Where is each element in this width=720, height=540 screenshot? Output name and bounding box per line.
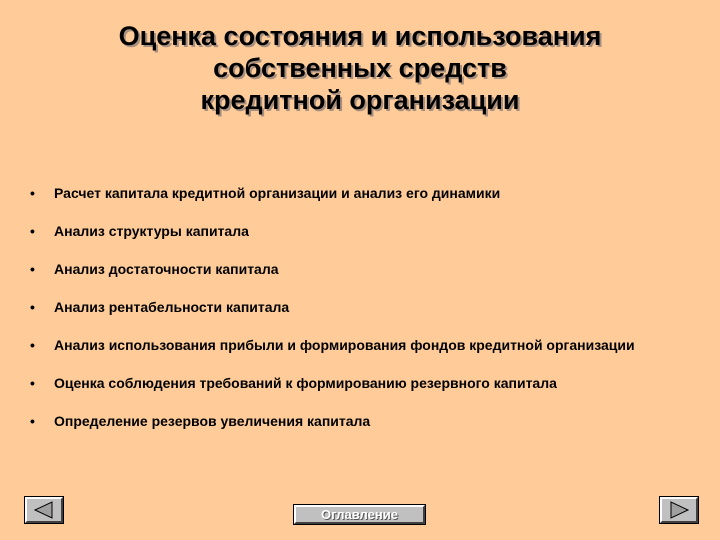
bullet-icon: • xyxy=(30,337,35,353)
list-item xyxy=(30,336,690,354)
bullet-icon: • xyxy=(30,413,35,429)
list-item xyxy=(30,222,690,240)
bullet-icon: • xyxy=(30,185,35,201)
bullet-icon: • xyxy=(30,375,35,391)
list-item-text: Расчет капитала кредитной организации и анализ его динамики xyxy=(54,185,501,201)
slide-title xyxy=(0,20,720,116)
bullet-icon: • xyxy=(30,299,35,315)
title-line-2: собственных средств xyxy=(213,53,507,83)
next-slide-button[interactable] xyxy=(660,497,698,523)
bullet-icon: • xyxy=(30,223,35,239)
list-item-text: Анализ достаточности капитала xyxy=(54,261,279,277)
list-item xyxy=(30,412,690,430)
triangle-left-icon xyxy=(27,499,61,521)
bullet-icon: • xyxy=(30,261,35,277)
previous-slide-button[interactable] xyxy=(25,497,63,523)
triangle-right-icon xyxy=(662,499,696,521)
list-item xyxy=(30,298,690,316)
title-line-1: Оценка состояния и использования xyxy=(118,21,602,51)
list-item-text: Определение резервов увеличения капитала xyxy=(54,413,371,429)
list-item xyxy=(30,184,690,202)
list-item-text: Анализ структуры капитала xyxy=(54,223,249,239)
list-item xyxy=(30,260,690,278)
list-item-text: Анализ использования прибыли и формирования фондов кредитной организации xyxy=(54,337,635,353)
title-line-3: кредитной организации xyxy=(200,85,520,115)
list-item-text: Оценка соблюдения требований к формированию резервного капитала xyxy=(54,375,557,391)
list-item xyxy=(30,374,690,392)
list-item-text: Анализ рентабельности капитала xyxy=(54,299,290,315)
bullet-list xyxy=(30,184,690,450)
table-of-contents-button[interactable]: Оглавление xyxy=(294,505,425,524)
